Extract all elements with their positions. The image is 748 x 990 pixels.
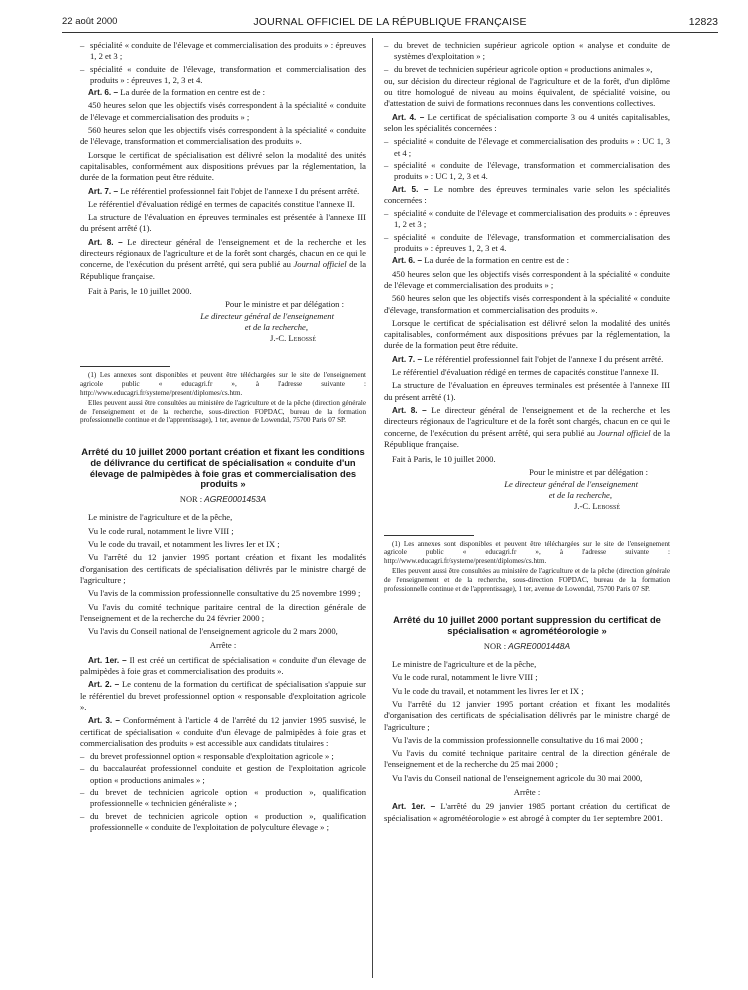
paragraph: Vu l'avis du Conseil national de l'enseignement agricole du 2 mars 2000,: [88, 626, 338, 637]
article-6: Art. 6. – La durée de la formation en centre est de :: [392, 255, 570, 266]
article-2: Art. 2. – Le contenu de la formation du certificat de spécialisation s'appuie sur le référentiel du brevet professionnel option « responsable d'exploitation agricole ».: [80, 679, 366, 712]
paragraph: La structure de l'évaluation en épreuves terminales est présentée à l'annexe III du présent arrêté (1).: [384, 380, 670, 402]
article-4: Art. 4. – Le certificat de spécialisation comporte 3 ou 4 unités capitalisables, selon les spécialités concernées :: [384, 111, 670, 134]
footnote: Elles peuvent aussi être consultées au ministère de l'agriculture et de la pêche (direction générale de l'enseignement et de la recherche, sous-direction FOPDAC, bureau de la formation professionnelle continue et de l'apprentissage), 1 ter, avenue de Lowendal, 75700 Paris 07 SP.: [80, 399, 366, 425]
column-divider: [372, 38, 373, 978]
signature-title: Le directeur général de l'enseignement: [504, 478, 638, 489]
article-8: Art. 8. – Le directeur général de l'enseignement et de la recherche et les directeurs régionaux de l'agriculture et de la forêt sont chargés, chacun en ce qui le concerne, de l'exécution du présent arrêté, qui sera publié au Journal officiel de la République française.: [80, 236, 367, 281]
signatory-name: J.-C. Lebossé: [574, 501, 620, 512]
paragraph: ou, sur décision du directeur régional de l'agriculture et de la forêt, d'un diplôme ou titre homologué de niveau au moins équivalent, de spécialité voisine, ou d'attestation de suivi de formations reconnues dans les conventions collectives.: [384, 75, 670, 109]
arrete-heading: Arrête :: [513, 787, 541, 797]
decree-title: Arrêté du 10 juillet 2000 portant suppression du certificat de spécialisation « agrométéorologie »: [393, 614, 661, 636]
paragraph: Vu le code du travail, et notamment les livres Ier et IX ;: [392, 685, 584, 696]
page-number: 12823: [688, 16, 718, 28]
signature-line: Pour le ministre et par délégation :: [225, 299, 344, 310]
signature-title: et de la recherche,: [244, 321, 308, 332]
paragraph: Vu l'avis du comité technique paritaire central de la direction générale de l'enseignement et de la recherche du 25 mai 2000 ;: [384, 748, 670, 770]
list-item: – du baccalauréat professionnel conduite et gestion de l'exploitation agricole option « productions animales » ;: [80, 763, 366, 785]
paragraph: Le référentiel d'évaluation rédigé en termes de capacités constitue l'annexe II.: [392, 367, 659, 378]
paragraph: 560 heures selon que les objectifs visés correspondent à la spécialité « conduite d'élevage, transformation et commercialisation des produits ».: [384, 293, 670, 315]
paragraph: 450 heures selon que les objectifs visés correspondent à la spécialité « conduite de l'élevage et commercialisation des produits » ;: [384, 268, 670, 290]
paragraph: Vu l'avis de la commission professionnelle consultative du 25 novembre 1999 ;: [88, 588, 361, 599]
signature-title: et de la recherche,: [548, 489, 612, 500]
list-item: – spécialité « conduite de l'élevage, transformation et commercialisation des produits » : épreuves 1, 2, 3 et 4.: [80, 63, 366, 85]
right-column: [384, 40, 670, 826]
decree-title: Arrêté du 10 juillet 2000 portant création et fixant les conditions de délivrance du certificat de spécialisation « conduite d'un élevage de palmipèdes à foie gras et commercialisation des produits »: [81, 445, 365, 490]
signature-place-date: Fait à Paris, le 10 juillet 2000.: [88, 285, 192, 296]
article-3: Art. 3. – Conformément à l'article 4 de l'arrêté du 12 janvier 1995 susvisé, le certificat de spécialisation « conduite d'un élevage de palmipèdes à foie gras et commercialisation des produits » est accessible aux candidats titulaires :: [80, 715, 366, 748]
article-6: Art. 6. – La durée de la formation en centre est de :: [88, 87, 266, 98]
paragraph: Vu l'avis du Conseil national de l'enseignement agricole du 30 mai 2000,: [392, 772, 643, 783]
article-5: Art. 5. – Le nombre des épreuves terminales varie selon les spécialités concernées :: [384, 183, 670, 205]
left-column: [80, 40, 366, 834]
paragraph: Vu l'arrêté du 12 janvier 1995 portant création et fixant les modalités d'organisation des certificats de spécialisation délivrés par le ministre chargé de l'agriculture ;: [80, 552, 366, 585]
list-item: – du brevet de technicien supérieur agricole option « productions animales »,: [384, 63, 653, 74]
footnote: (1) Les annexes sont disponibles et peuvent être téléchargées sur le site de l'enseignement agricole public « educagri.fr », à l'adresse suivante : http://www.educagri.fr/systeme/present/diplomes/cs.htm.: [384, 539, 670, 565]
page-header: [62, 16, 718, 33]
paragraph: Vu le code rural, notamment le livre VIII ;: [392, 672, 538, 683]
paragraph: Vu l'avis du comité technique paritaire central de la direction générale de l'enseignement et de la recherche du 24 février 2000 ;: [80, 601, 366, 623]
list-item: – du brevet de technicien agricole option « production », qualification professionnelle « technicien généraliste » ;: [80, 787, 366, 809]
paragraph: La structure de l'évaluation en épreuves terminales est présentée à l'annexe III du présent arrêté (1).: [80, 212, 366, 234]
signature-place-date: Fait à Paris, le 10 juillet 2000.: [392, 454, 496, 465]
paragraph: Le référentiel d'évaluation rédigé en termes de capacités constitue l'annexe II.: [88, 198, 355, 209]
paragraph: Lorsque le certificat de spécialisation est délivré selon la modalité des unités capitalisables, conformément aux dispositions prévues par la réglementation, la durée de la formation peut être réduite.: [384, 317, 670, 351]
paragraph: Vu l'arrêté du 12 janvier 1995 portant création et fixant les modalités d'organisation des certificats de spécialisation délivrés par le ministre chargé de l'agriculture ;: [384, 698, 670, 732]
arrete-heading: Arrête :: [209, 640, 237, 651]
article-8: Art. 8. – Le directeur général de l'enseignement et de la recherche et les directeurs régionaux de l'agriculture et de la forêt sont chargés, chacun en ce qui le concerne, de l'exécution du présent arrêté, qui sera publié au Journal officiel de la République française.: [384, 404, 671, 449]
list-item: – spécialité « conduite de l'élevage et commercialisation des produits » : épreuves 1, 2 et 3 ;: [80, 40, 366, 62]
signature-line: Pour le ministre et par délégation :: [529, 467, 648, 478]
article-7: Art. 7. – Le référentiel professionnel fait l'objet de l'annexe I du présent arrêté.: [392, 353, 664, 364]
nor-reference: NOR : AGRE0001448A: [483, 640, 571, 651]
footnote-rule: [80, 366, 170, 367]
list-item: – du brevet de technicien supérieur agricole option « analyse et conduite de systèmes d'exploitation » ;: [384, 40, 670, 62]
publication-date: 22 août 2000: [62, 16, 118, 27]
signature-title: Le directeur général de l'enseignement: [200, 310, 334, 321]
paragraph: Vu le code rural, notamment le livre VIII ;: [88, 525, 234, 536]
article-7: Art. 7. – Le référentiel professionnel fait l'objet de l'annexe I du présent arrêté.: [88, 185, 360, 196]
footnote: Elles peuvent aussi être consultées au ministère de l'agriculture et de la pêche (direction générale de l'enseignement et de la recherche, sous-direction FOPDAC, bureau de la formation professionnelle continue et de l'apprentissage), 1 ter, avenue de Lowendal, 75700 Paris 07 SP.: [384, 567, 670, 593]
paragraph: 560 heures selon que les objectifs visés correspondent à la spécialité « conduite de l'élevage, transformation et commercialisation des produits ».: [80, 125, 366, 147]
article-1: Art. 1er. – Il est créé un certificat de spécialisation « conduite d'un élevage de palmipèdes à foie gras et commercialisation des produits ».: [80, 654, 367, 677]
paragraph: Le ministre de l'agriculture et de la pêche,: [392, 659, 537, 670]
list-item: – spécialité « conduite de l'élevage et commercialisation des produits » : UC 1, 3 et 4 ;: [384, 136, 670, 158]
list-item: – du brevet professionnel option « responsable d'exploitation agricole » ;: [80, 751, 334, 762]
journal-title: JOURNAL OFFICIEL DE LA RÉPUBLIQUE FRANÇAISE: [253, 16, 527, 28]
list-item: – spécialité « conduite de l'élevage et commercialisation des produits » : épreuves 1, 2 et 3 ;: [384, 208, 670, 230]
paragraph: Vu le code du travail, et notamment les livres Ier et IX ;: [88, 539, 280, 550]
footnote: (1) Les annexes sont disponibles et peuvent être téléchargées sur le site de l'enseignement agricole public « educagri.fr », à l'adresse suivante : http://www.educagri.fr/systeme/present/diplomes/cs.htm.: [80, 371, 366, 397]
list-item: – du brevet de technicien agricole option « production », qualification professionnelle « conduite de l'exploitation de polyculture élevage » ;: [80, 810, 366, 832]
list-item: – spécialité « conduite de l'élevage, transformation et commercialisation des produits » : UC 1, 2, 3 et 4.: [384, 159, 670, 182]
paragraph: Le ministre de l'agriculture et de la pêche,: [88, 512, 233, 523]
paragraph: Lorsque le certificat de spécialisation est délivré selon la modalité des unités capitalisables, conformément aux dispositions prévues par la réglementation, la durée de la formation peut être réduite.: [80, 149, 366, 183]
signatory-name: J.-C. Lebossé: [270, 333, 316, 344]
footnote-rule: [384, 535, 474, 536]
list-item: – spécialité « conduite de l'élevage, transformation et commercialisation des produits » : épreuves 1, 2, 3 et 4.: [384, 231, 670, 254]
article-1: Art. 1er. – L'arrêté du 29 janvier 1985 portant création du certificat de spécialisation « agrométéorologie » est abrogé à compter du 1er septembre 2001.: [384, 801, 670, 823]
nor-reference: NOR : AGRE0001453A: [179, 494, 267, 505]
paragraph: 450 heures selon que les objectifs visés correspondent à la spécialité « conduite de l'élevage et commercialisation des produits » ;: [80, 100, 366, 122]
paragraph: Vu l'avis de la commission professionnelle consultative du 16 mai 2000 ;: [392, 734, 643, 745]
